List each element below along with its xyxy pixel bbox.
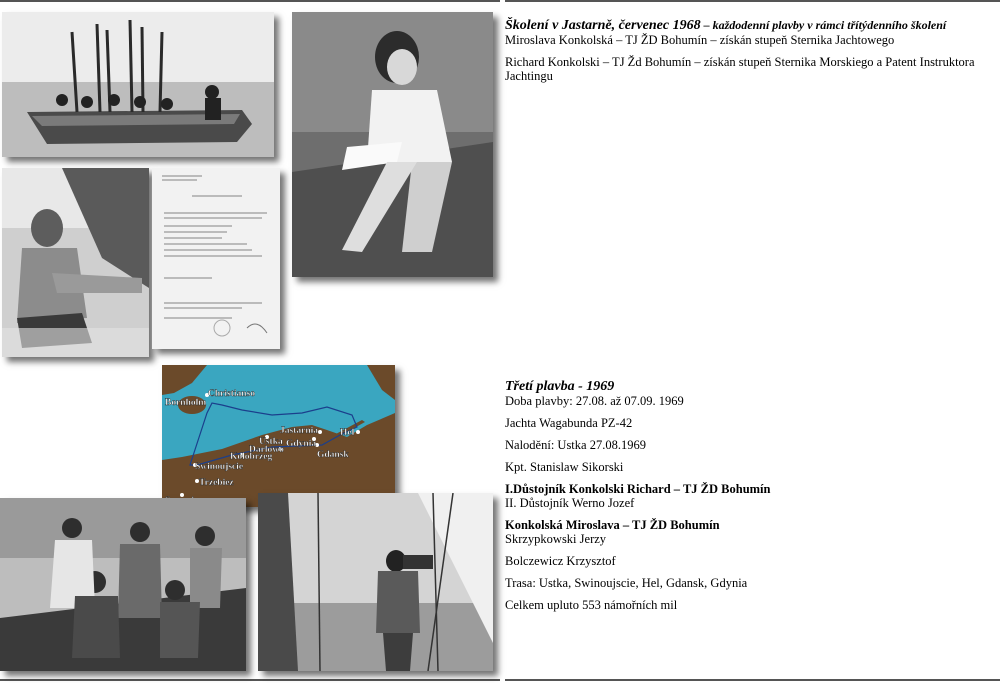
section-1-heading (505, 18, 985, 33)
voyage-crew-3: Bolczewicz Krzysztof (505, 554, 616, 568)
voyage-officer-2: II. Důstojník Werno Jozef (505, 496, 635, 510)
map-label-swinoujscie: Swinoujscie (195, 462, 244, 472)
section-1-line-2: Richard Konkolski – TJ Žd Bohumín – získán stupeň Sternika Morskiego a Patent Instruktora Jachtingu (505, 55, 975, 83)
map-label-christianso: Christianso (208, 389, 255, 399)
section-1-title: Školení v Jastarně, červenec 1968 (505, 18, 701, 33)
voyage-crew-2: Skrzypkowski Jerzy (505, 532, 607, 546)
map-label-jastarnia: Jastarnia (280, 426, 318, 436)
photo-man-sitting (2, 168, 149, 357)
map-label-trzebiez: Trzebiez (199, 478, 234, 488)
voyage-duration: Doba plavby: 27.08. až 07.09. 1969 (505, 394, 684, 408)
map-label-gdynia: Gdynia (286, 439, 317, 449)
photo-woman-reading (292, 12, 493, 277)
map-label-hel: Hel (340, 428, 355, 438)
photo-certificate-document (152, 168, 280, 349)
map-label-bornholm: Bornholm (165, 398, 207, 408)
top-rule-right (505, 0, 1000, 2)
section-2-title: Třetí plavba - 1969 (505, 379, 615, 394)
map-label-ustka: Ustka (259, 437, 283, 447)
route-map (162, 365, 395, 507)
section-third-voyage-1969 (505, 380, 985, 620)
voyage-crew-1: Konkolská Miroslava – TJ ŽD Bohumín (505, 518, 720, 532)
voyage-captain: Kpt. Stanislaw Sikorski (505, 460, 624, 474)
map-label-darlowo: Darlowo (249, 445, 284, 455)
voyage-yacht: Jachta Wagabunda PZ-42 (505, 416, 633, 430)
bottom-rule (0, 679, 500, 681)
map-label-gdansk: Gdansk (317, 450, 349, 460)
top-rule (0, 0, 500, 2)
bottom-rule-right (505, 679, 1000, 681)
photo-crew-on-yacht (0, 498, 246, 671)
voyage-embark: Nalodění: Ustka 27.08.1969 (505, 438, 646, 452)
voyage-officer-1: I.Důstojník Konkolski Richard – TJ ŽD Bohumín (505, 482, 771, 496)
section-1-subtitle: – každodenní plavby v rámci třítýdenního školení (700, 18, 947, 32)
section-1-line-1: Miroslava Konkolská – TJ ŽD Bohumín – získán stupeň Sternika Jachtowego (505, 33, 895, 47)
voyage-route: Trasa: Ustka, Swinoujscie, Hel, Gdansk, Gdynia (505, 576, 748, 590)
photo-rowing-boat (2, 12, 274, 157)
voyage-total: Celkem upluto 553 námořních mil (505, 598, 678, 612)
photo-sailor-with-camera (258, 493, 493, 671)
section-training-1968 (505, 18, 985, 91)
map-label-kolobrzeg: Kolobrzeg (230, 452, 273, 462)
